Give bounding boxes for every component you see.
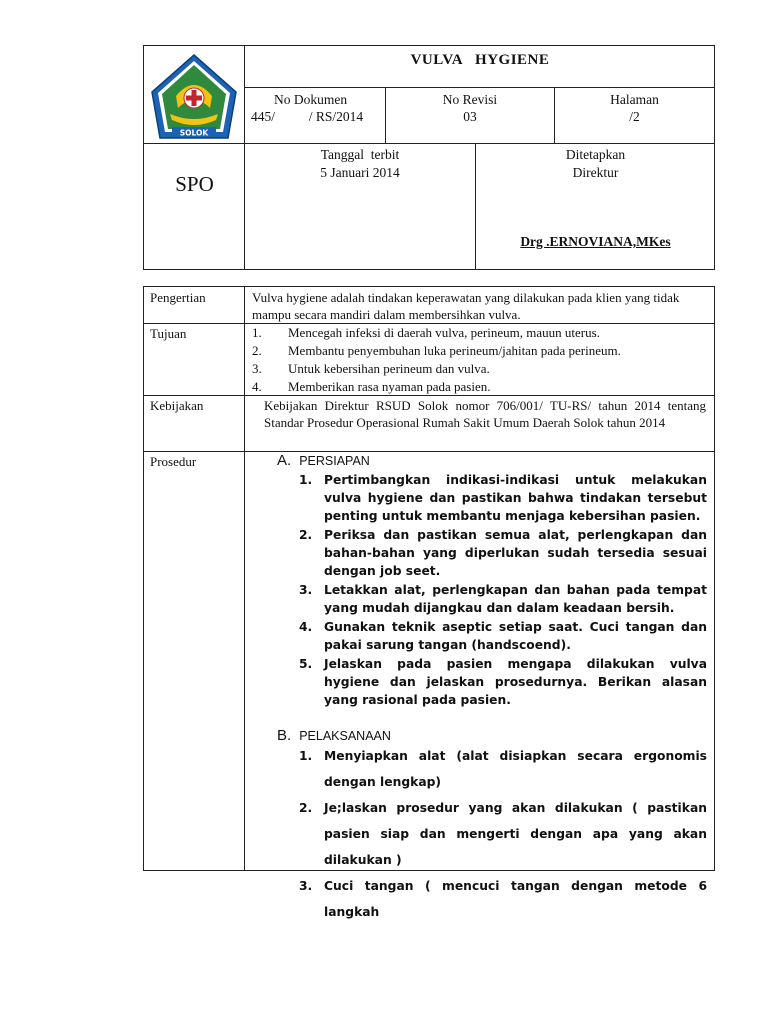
list-item: 1. Menyiapkan alat (alat disiapkan secara ergonomis dengan lengkap) bbox=[299, 749, 707, 789]
no-revisi-value: 03 bbox=[463, 109, 477, 124]
halaman-label: Halaman bbox=[610, 92, 659, 107]
ditetapkan-role: Direktur bbox=[572, 165, 619, 180]
no-dokumen-value: 445/ / RS/2014 bbox=[251, 109, 364, 124]
pelaksanaan-list bbox=[299, 743, 707, 925]
header-divider bbox=[244, 87, 714, 88]
table-divider bbox=[244, 287, 245, 870]
logo-text: SOLOK bbox=[179, 128, 209, 138]
list-item: 3. Cuci tangan ( mencuci tangan dengan metode 6 langkah bbox=[299, 879, 707, 919]
section-b-heading: B. PELAKSANAAN bbox=[277, 727, 391, 744]
list-item: 3. Untuk kebersihan perineum dan vulva. bbox=[252, 361, 490, 376]
no-dokumen-label: No Dokumen bbox=[274, 92, 348, 107]
row-label-kebijakan: Kebijakan bbox=[150, 398, 204, 413]
list-item: 2. Membantu penyembuhan luka perineum/jahitan pada perineum. bbox=[252, 343, 621, 358]
list-item: 2. Periksa dan pastikan semua alat, perlengkapan dan bahan-bahan yang diperlukan sudah tersedia sesuai dengan job seet. bbox=[299, 528, 707, 578]
document-header-table bbox=[143, 45, 715, 270]
halaman-value: /2 bbox=[629, 109, 640, 124]
ditetapkan-label: Ditetapkan bbox=[565, 147, 626, 162]
hospital-logo bbox=[148, 52, 240, 144]
list-item: 2. Je;laskan prosedur yang akan dilakukan ( pastikan pasien siap dan mengerti dengan apa yang akan dilakukan ) bbox=[299, 801, 707, 867]
table-divider bbox=[144, 323, 714, 324]
tanggal-terbit-value: 5 Januari 2014 bbox=[320, 165, 400, 180]
kebijakan-text: Kebijakan Direktur RSUD Solok nomor 706/001/ TU-RS/ tahun 2014 tentang Standar Prosedur Operasional Rumah Sakit Umum Daerah Solok tahun 2014 bbox=[264, 398, 706, 430]
document-title: VULVA HYGIENE bbox=[410, 52, 550, 68]
table-divider bbox=[144, 451, 714, 452]
tujuan-list bbox=[252, 325, 707, 397]
pengertian-text: Vulva hygiene adalah tindakan keperawatan yang dilakukan pada klien yang tidak mampu secara mandiri dalam membersihkan vulva. bbox=[252, 290, 680, 322]
row-label-prosedur: Prosedur bbox=[150, 454, 197, 469]
list-item: 1. Mencegah infeksi di daerah vulva, perineum, mauun uterus. bbox=[252, 325, 600, 340]
list-item: 4. Memberikan rasa nyaman pada pasien. bbox=[252, 379, 491, 394]
spo-label: SPO bbox=[175, 172, 214, 196]
signatory-name: Drg .ERNOVIANA,MKes bbox=[520, 234, 671, 249]
no-revisi-label: No Revisi bbox=[442, 92, 498, 107]
section-a-heading: A. PERSIAPAN bbox=[277, 452, 370, 469]
row-label-pengertian: Pengertian bbox=[150, 290, 206, 305]
list-item: 1. Pertimbangkan indikasi-indikasi untuk melakukan vulva hygiene dan pastikan bahwa tindakan tersebut penting untuk membantu menjaga kebersihan pasien. bbox=[299, 473, 707, 523]
procedure-table bbox=[143, 286, 715, 919]
list-item: 5. Jelaskan pada pasien mengapa dilakukan vulva hygiene dan jelaskan prosedurnya. Berikan alasan yang rasional pada pasien. bbox=[299, 657, 707, 707]
list-item: 3. Letakkan alat, perlengkapan dan bahan pada tempat yang mudah dijangkau dan dalam keadaan bersih. bbox=[299, 583, 707, 615]
row-label-tujuan: Tujuan bbox=[150, 326, 187, 341]
persiapan-list bbox=[299, 471, 707, 710]
tanggal-terbit-label: Tanggal terbit bbox=[320, 147, 400, 162]
list-item: 4. Gunakan teknik aseptic setiap saat. Cuci tangan dan pakai sarung tangan (handscoend). bbox=[299, 620, 707, 652]
